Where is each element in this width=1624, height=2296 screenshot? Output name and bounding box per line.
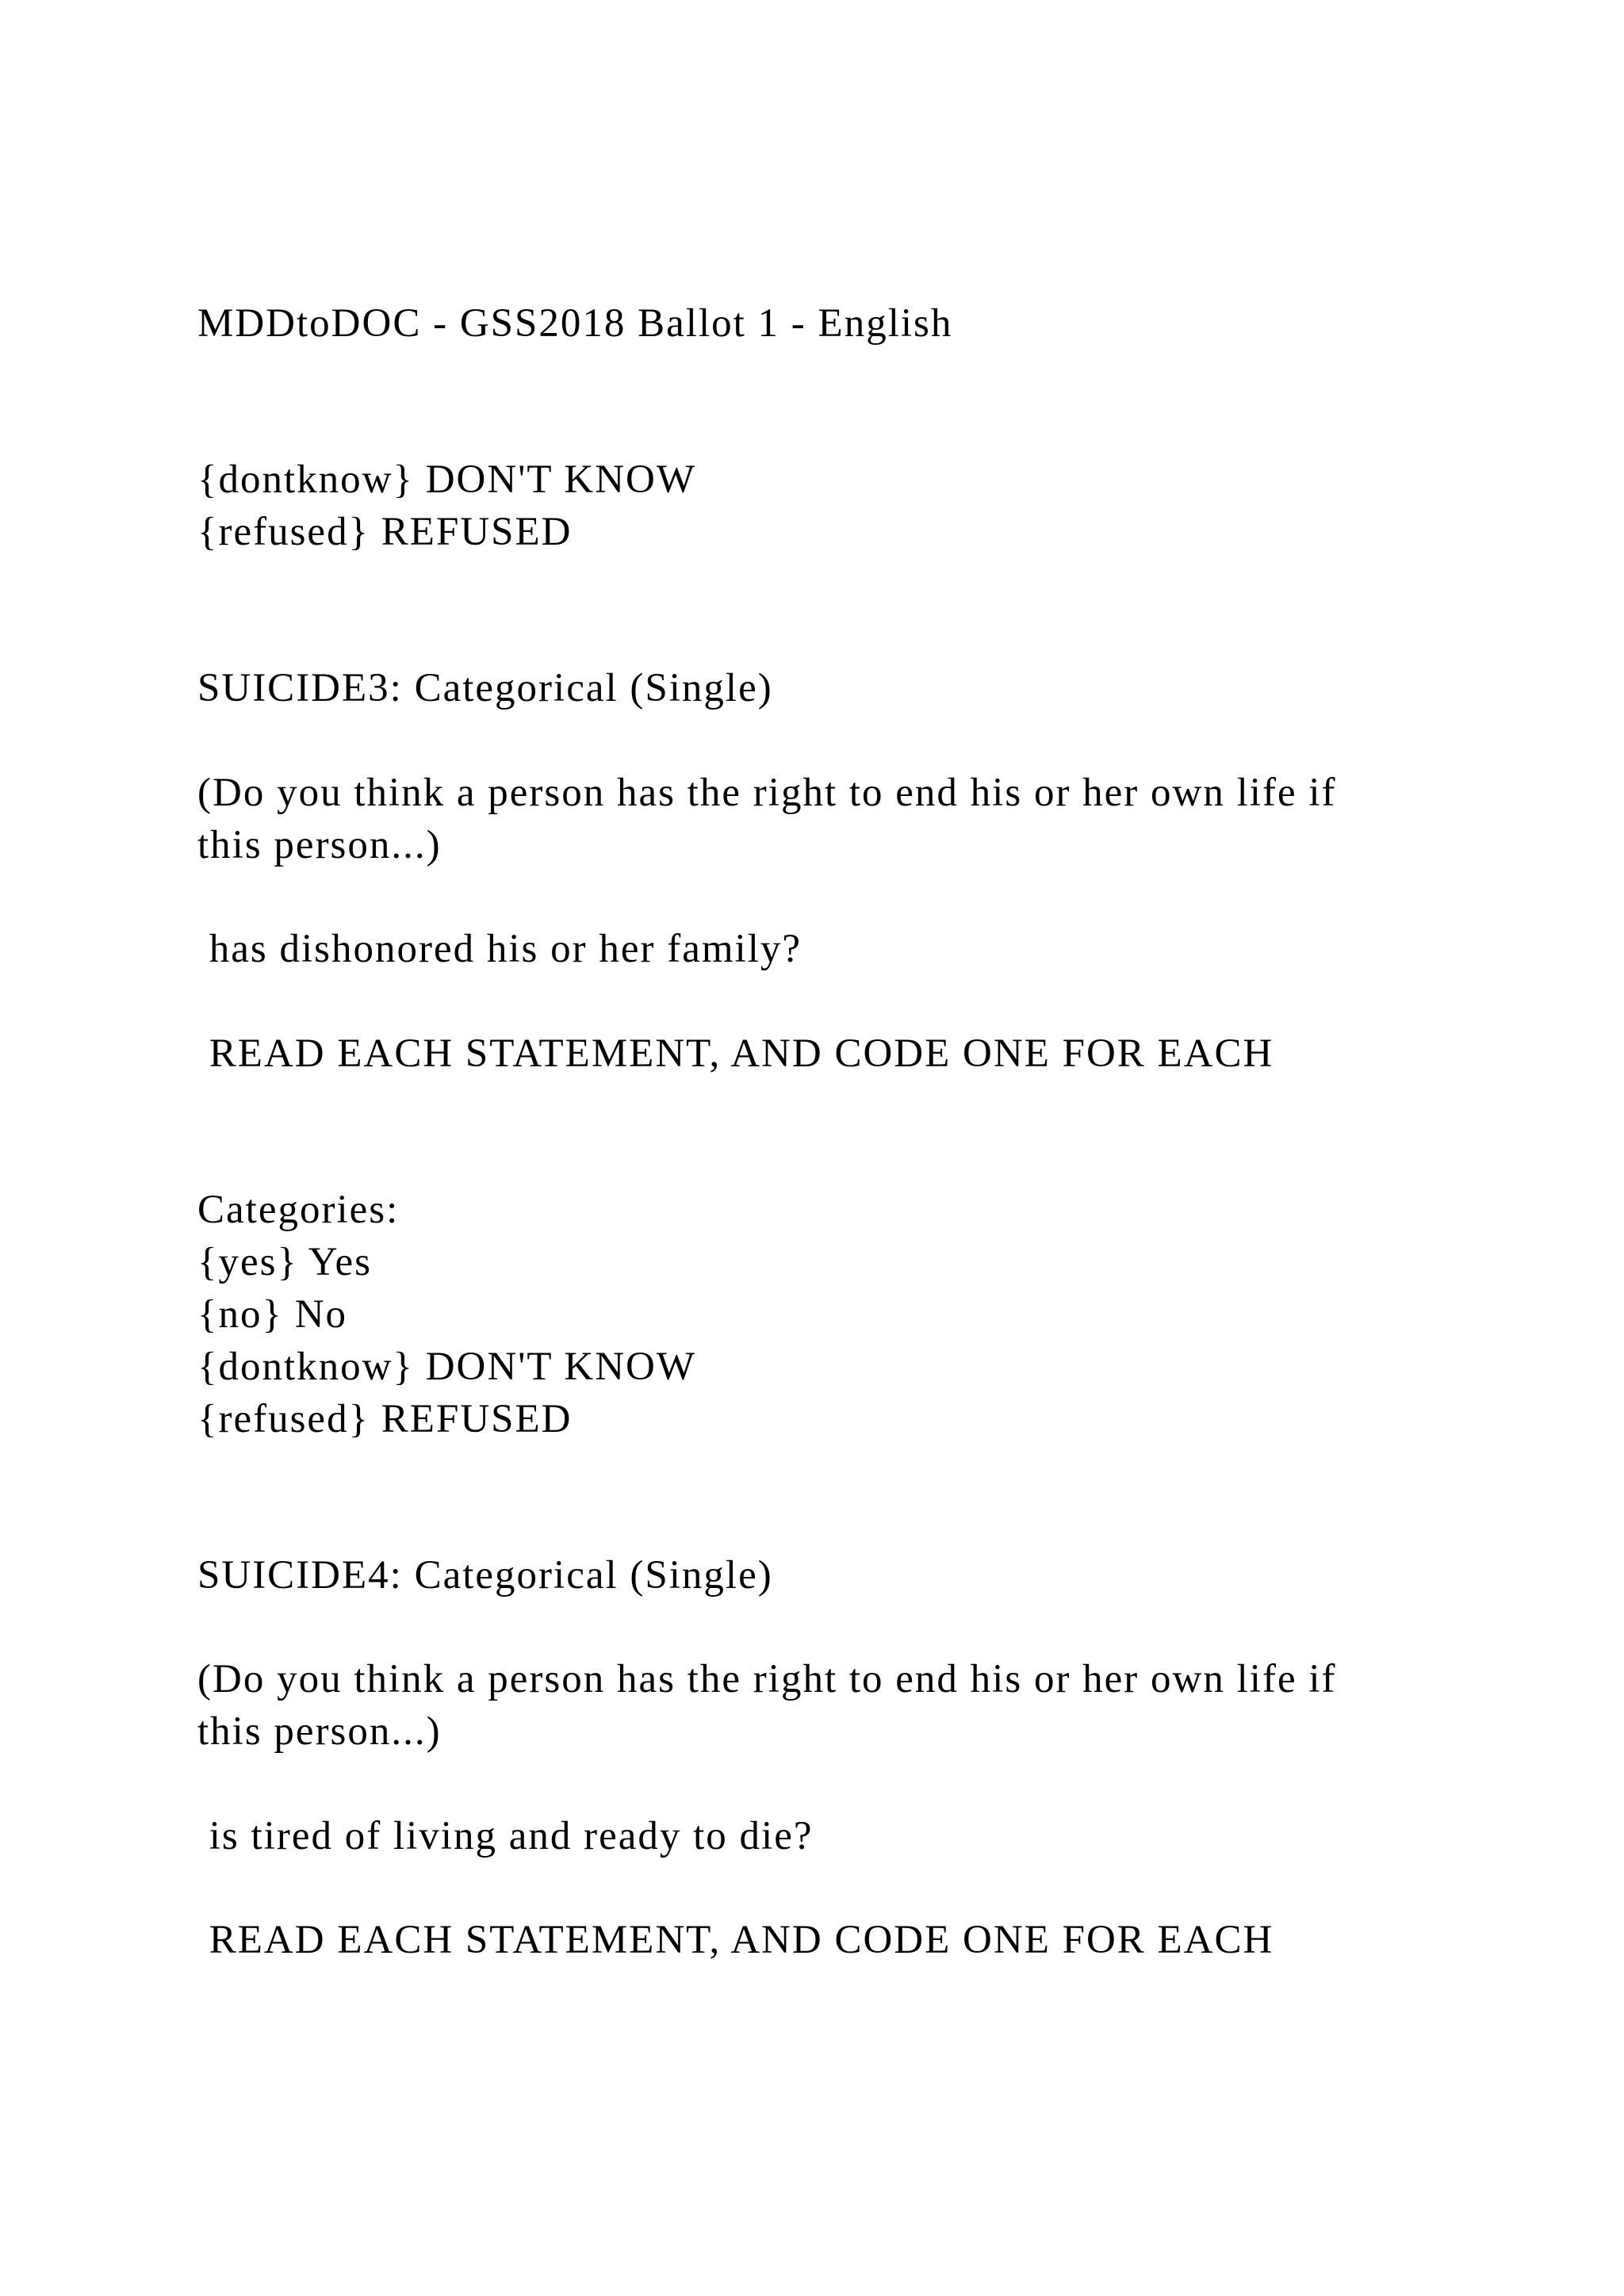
- question-heading-suicide3: SUICIDE3: Categorical (Single): [197, 666, 773, 710]
- question-instruction: READ EACH STATEMENT, AND CODE ONE FOR EACH: [197, 1918, 1274, 1962]
- category-refused: {refused} REFUSED: [197, 1397, 573, 1441]
- category-refused: {refused} REFUSED: [197, 510, 573, 554]
- category-dontknow: {dontknow} DON'T KNOW: [197, 1345, 696, 1389]
- question-prompt-line2: this person...): [197, 1709, 442, 1754]
- categories-label: Categories:: [197, 1188, 400, 1232]
- question-item: is tired of living and ready to die?: [197, 1814, 814, 1858]
- category-dontknow: {dontknow} DON'T KNOW: [197, 457, 696, 502]
- category-no: {no} No: [197, 1292, 348, 1337]
- question-prompt-line1: (Do you think a person has the right to end his or her own life if: [197, 1657, 1337, 1701]
- question-instruction: READ EACH STATEMENT, AND CODE ONE FOR EACH: [197, 1031, 1274, 1076]
- question-item: has dishonored his or her family?: [197, 927, 802, 971]
- document-title: MDDtoDOC - GSS2018 Ballot 1 - English: [197, 301, 953, 346]
- category-yes: {yes} Yes: [197, 1240, 373, 1284]
- question-prompt-line2: this person...): [197, 823, 442, 867]
- question-prompt-line1: (Do you think a person has the right to end his or her own life if: [197, 771, 1337, 815]
- question-heading-suicide4: SUICIDE4: Categorical (Single): [197, 1553, 773, 1598]
